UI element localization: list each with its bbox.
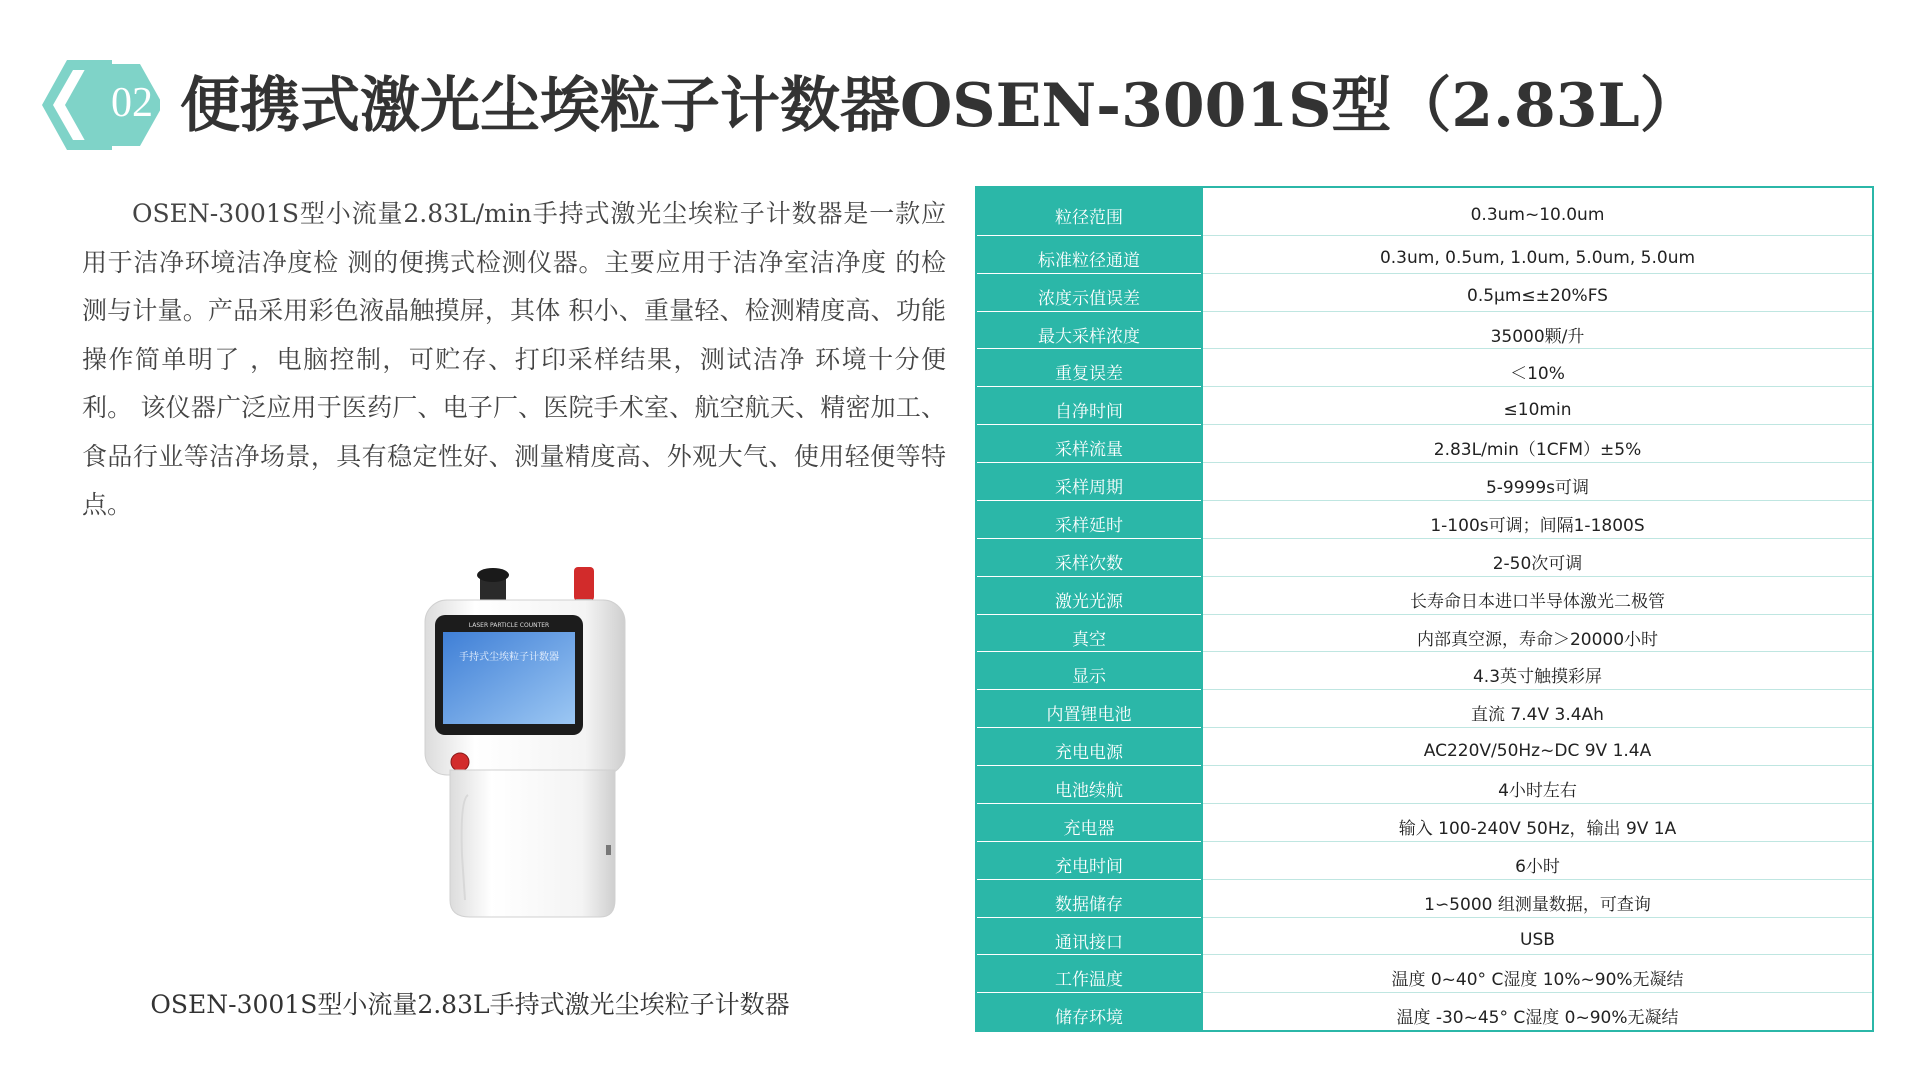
spec-label: 数据储存: [976, 879, 1202, 917]
spec-value: 6小时: [1202, 841, 1873, 879]
spec-row: [976, 387, 1873, 425]
spec-label: 内置锂电池: [976, 690, 1202, 728]
product-description: OSEN-3001S型小流量2.83L/min手持式激光尘埃粒子计数器是一款应用于洁净环境洁净度检 测的便携式检测仪器。主要应用于洁净室洁净度 的检测与计量。产品采用彩色液晶触摸屏，其体 积小、重量轻、检测精度高、功能操作简单明了 ，电脑控制，可贮存、打印采样结果，测试洁净 环境十分便利。 该仪器广泛应用于医药厂、电子厂、医院手术室、航空航天、精密加工、食品行业等洁净场景，具有稳定性好、测量精度高、外观大气、使用轻便等特点。: [82, 199, 946, 519]
page-title: 便携式激光尘埃粒子计数器OSEN-3001S型（2.83L）: [180, 71, 1700, 141]
device-screen-title: 手持式尘埃粒子计数器: [459, 652, 559, 663]
section-number-badge: [30, 50, 160, 160]
spec-label: 浓度示值误差: [976, 273, 1202, 311]
spec-value: 5-9999s可调: [1202, 463, 1873, 501]
spec-row: [976, 463, 1873, 501]
spec-label: 充电时间: [976, 841, 1202, 879]
particle-counter-device-image: [410, 555, 640, 925]
spec-value: USB: [1202, 917, 1873, 955]
spec-label: 采样流量: [976, 425, 1202, 463]
device-panel-label: LASER PARTICLE COUNTER: [468, 622, 550, 629]
spec-value: 长寿命日本进口半导体激光二极管: [1202, 576, 1873, 614]
spec-value: 0.3um~10.0um: [1202, 187, 1873, 235]
spec-value: 2.83L/min（1CFM）±5%: [1202, 425, 1873, 463]
spec-row: [976, 690, 1873, 728]
spec-label: 自净时间: [976, 387, 1202, 425]
spec-value: 4小时左右: [1202, 766, 1873, 804]
spec-label: 最大采样浓度: [976, 311, 1202, 349]
spec-value: 直流 7.4V 3.4Ah: [1202, 690, 1873, 728]
spec-label: 充电电源: [976, 728, 1202, 766]
spec-value: 输入 100-240V 50Hz，输出 9V 1A: [1202, 803, 1873, 841]
spec-value: 2-50次可调: [1202, 538, 1873, 576]
spec-row: [976, 879, 1873, 917]
spec-value: 0.3um, 0.5um, 1.0um, 5.0um, 5.0um: [1202, 235, 1873, 273]
section-number: 02: [111, 80, 153, 126]
spec-value: 4.3英寸触摸彩屏: [1202, 652, 1873, 690]
spec-table-body: [976, 187, 1873, 1031]
spec-row: [976, 349, 1873, 387]
spec-value: 温度 -30~45° C湿度 0~90%无凝结: [1202, 993, 1873, 1031]
spec-value: 内部真空源，寿命＞20000小时: [1202, 614, 1873, 652]
spec-table: [975, 186, 1874, 1032]
spec-label: 采样延时: [976, 500, 1202, 538]
spec-value: 1-100s可调；间隔1-1800S: [1202, 500, 1873, 538]
spec-label: 重复误差: [976, 349, 1202, 387]
spec-label: 储存环境: [976, 993, 1202, 1031]
spec-label: 粒径范围: [976, 187, 1202, 235]
spec-label: 工作温度: [976, 955, 1202, 993]
spec-row: [976, 425, 1873, 463]
image-caption: OSEN-3001S型小流量2.83L手持式激光尘埃粒子计数器: [150, 990, 790, 1019]
spec-label: 显示: [976, 652, 1202, 690]
spec-value: 1∽5000 组测量数据，可查询: [1202, 879, 1873, 917]
spec-label: 真空: [976, 614, 1202, 652]
spec-row: [976, 311, 1873, 349]
spec-row: [976, 235, 1873, 273]
spec-row: [976, 803, 1873, 841]
spec-value: AC220V/50Hz~DC 9V 1.4A: [1202, 728, 1873, 766]
spec-label: 充电器: [976, 803, 1202, 841]
spec-row: [976, 500, 1873, 538]
spec-value: 温度 0~40° C湿度 10%~90%无凝结: [1202, 955, 1873, 993]
spec-label: 采样周期: [976, 463, 1202, 501]
spec-row: [976, 841, 1873, 879]
spec-value: 0.5μm≤±20%FS: [1202, 273, 1873, 311]
spec-row: [976, 273, 1873, 311]
spec-row: [976, 576, 1873, 614]
spec-row: [976, 993, 1873, 1031]
spec-row: [976, 728, 1873, 766]
spec-row: [976, 538, 1873, 576]
spec-row: [976, 917, 1873, 955]
spec-label: 通讯接口: [976, 917, 1202, 955]
spec-row: [976, 187, 1873, 235]
spec-value: ＜10%: [1202, 349, 1873, 387]
spec-row: [976, 614, 1873, 652]
spec-row: [976, 955, 1873, 993]
spec-label: 激光光源: [976, 576, 1202, 614]
spec-row: [976, 652, 1873, 690]
spec-label: 采样次数: [976, 538, 1202, 576]
spec-value: ≤10min: [1202, 387, 1873, 425]
spec-row: [976, 766, 1873, 804]
spec-label: 标准粒径通道: [976, 235, 1202, 273]
spec-label: 电池续航: [976, 766, 1202, 804]
spec-value: 35000颗/升: [1202, 311, 1873, 349]
